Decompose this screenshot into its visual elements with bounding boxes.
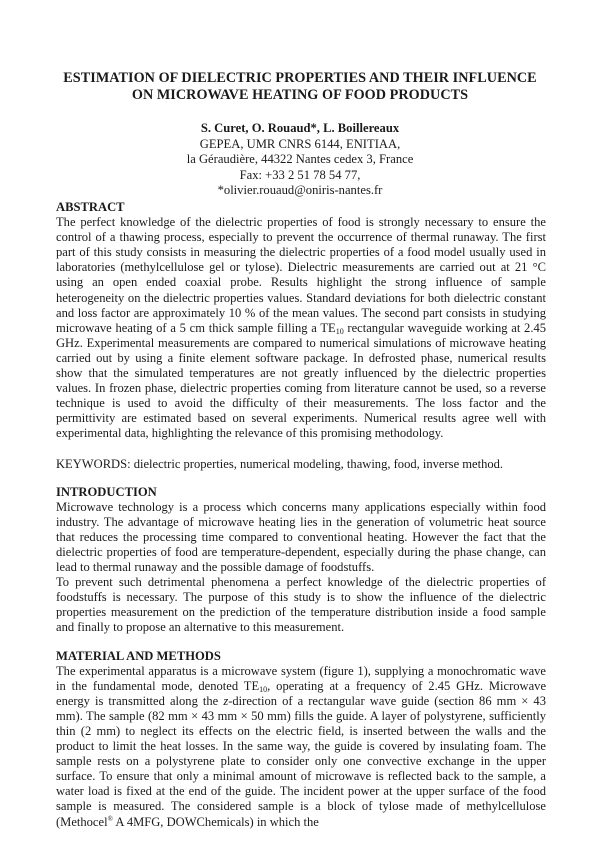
paper-title	[40, 70, 560, 104]
methods-text-1: The experimental apparatus is a microwave system (figure 1), supplying a monochromatic wave in the fundamental mode, denoted TE	[56, 663, 546, 693]
introduction-paragraph-1: Microwave technology is a process which concerns many applications especially within food industry. The advantage of microwave heating lies in the generation of volumetric heat source that reduces the processing time compared to conventional heating. However the fact that the dielectric properties of food are temperature-dependent, especially during the phase change, can lead to thermal runaway and the possible damage of foodstuffs.	[56, 499, 546, 575]
registered-mark: ®	[107, 814, 113, 823]
email-line: *olivier.rouaud@oniris-nantes.fr	[217, 183, 383, 197]
body-column	[56, 200, 546, 830]
methods-text-4: A 4MFG, DOWChemicals) in which the	[112, 814, 319, 829]
methods-text-2: , operating at a frequency of 2.45 GHz. Microwave energy is transmitted along the	[56, 678, 547, 708]
abstract-paragraph	[56, 215, 546, 441]
title-line-2: ON MICROWAVE HEATING OF FOOD PRODUCTS	[131, 87, 469, 103]
affiliation-line-1: GEPEA, UMR CNRS 6144, ENITIAA,	[199, 136, 401, 151]
z-variable: z	[223, 693, 229, 708]
fax-line: Fax: +33 2 51 78 54 77,	[239, 167, 361, 182]
title-line-1: ESTIMATION OF DIELECTRIC PROPERTIES AND THEIR INFLUENCE	[63, 70, 537, 86]
introduction-paragraph-2: To prevent such detrimental phenomena a perfect knowledge of the dielectric properties of foodstuffs is necessary. The purpose of this study is to show the influence of the dielectric properties measurement on the prediction of the temperature distribution inside a food sample and finally to propose an alternative to this measurement.	[56, 575, 546, 635]
methods-text-3: -direction of a rectangular wave guide (section 86 mm × 43 mm). The sample (82 mm × 43 mm × 50 mm) fills the guide. A layer of polystyrene, sufficiently thin (2 mm) to neglect its effects on the electric field, is inserted between the walls and the product to limit the heat losses. In the same way, the guide is covered by insulating foam. The sample rests on a polystyrene plate to consider only one convective exchange in the upper surface. To ensure that only a minimal amount of microwave is reflected back to the sample, a water load is fixed at the end of the guide. The incident power at the upper surface of the food sample is measured. The considered sample is a block of tylose made of methylcellulose (Methocel	[56, 693, 546, 829]
abstract-heading: ABSTRACT	[56, 200, 125, 214]
keywords: KEYWORDS: dielectric properties, numerical modeling, thawing, food, inverse method.	[56, 456, 504, 471]
affiliation-line-2: la Géraudière, 44322 Nantes cedex 3, France	[186, 152, 414, 166]
abstract-text-1: The perfect knowledge of the dielectric properties of food is strongly necessary to ensure the control of a thawing process, especially to prevent the occurrence of thermal runaway. The first part of this study consists in measuring the dielectric properties of a food model usually used in laboratories (methylcellulose gel or tylose). Dielectric measurements are carried out at 21 °C using an open ended coaxial probe. Results highlight the strong influence of sample heterogeneity on the dielectric properties values. Standard deviations for both dielectric constant and loss factor are approximately 10 % of the mean values. The second part consists in studying microwave heating of a 5 cm thick sample filling a TE	[56, 215, 546, 335]
methods-paragraph	[56, 664, 546, 830]
te-subscript: 10	[259, 684, 268, 694]
abstract-text-2: rectangular waveguide working at 2.45 GHz. Experimental measurements are compared to numerical simulations of microwave heating carried out by using a finite element software package. In defrosted phase, numerical results show that the simulated temperatures are not greatly influenced by the dielectric properties values. In frozen phase, dielectric properties coming from literature cannot be used, so a reverse technique is used to avoid the difficulty of their measurements. The loss factor and the permittivity are estimated based on several experiments. Numerical results agree well with experimental data, highlighting the relevance of this promising methodology.	[56, 320, 546, 441]
author-block	[100, 121, 500, 199]
author-names: S. Curet, O. Rouaud*, L. Boillereaux	[200, 121, 400, 135]
introduction-heading: INTRODUCTION	[56, 484, 157, 499]
te-subscript: 10	[335, 326, 344, 336]
methods-heading: MATERIAL AND METHODS	[56, 648, 221, 663]
